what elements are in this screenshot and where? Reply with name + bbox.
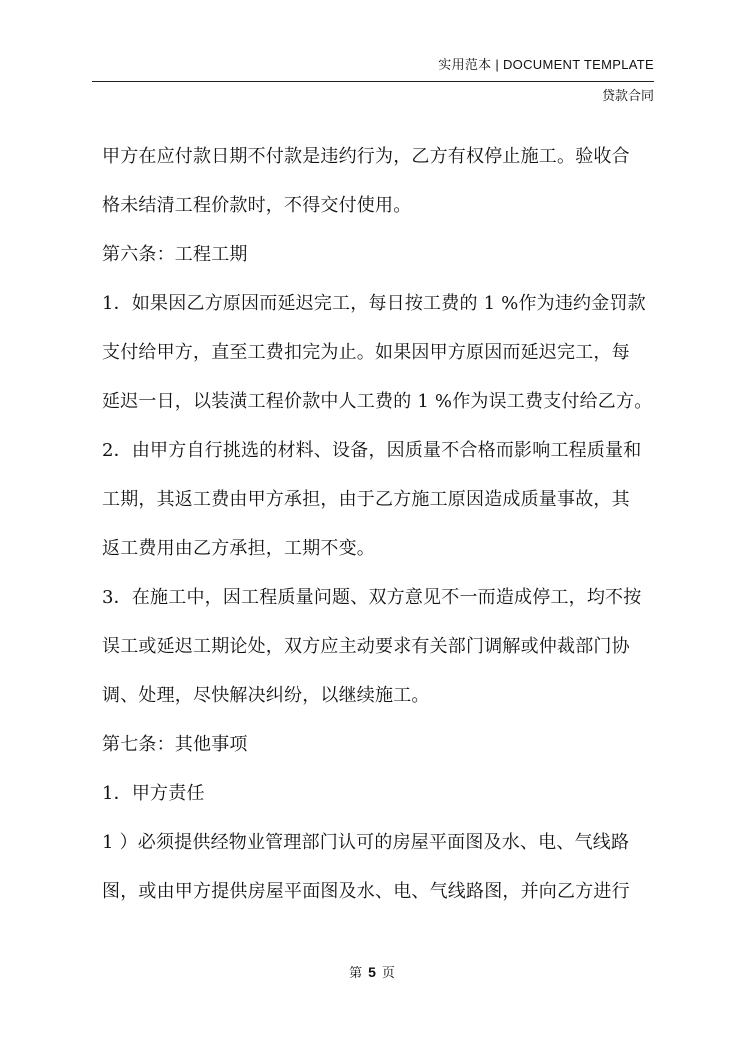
section-heading: 第六条：工程工期 <box>102 244 248 265</box>
header-subtitle: 贷款合同 <box>601 88 654 103</box>
body-line: 工期，其返工费由甲方承担，由于乙方施工原因造成质量事故，其 <box>102 489 630 510</box>
document-body <box>102 140 662 924</box>
body-line: 误工或延迟工期论处，双方应主动要求有关部门调解或仲裁部门协 <box>102 636 630 657</box>
body-line: 延迟一日，以装潢工程价款中人工费的 1 %作为误工费支付给乙方。 <box>102 391 653 412</box>
body-line: 调、处理，尽快解决纠纷，以继续施工。 <box>102 685 430 706</box>
footer-prefix: 第 <box>349 966 363 981</box>
body-line: 1．甲方责任 <box>102 783 205 804</box>
body-line: 甲方在应付款日期不付款是违约行为，乙方有权停止施工。验收合 <box>102 146 630 167</box>
page-footer <box>0 962 744 981</box>
footer-suffix: 页 <box>381 966 395 981</box>
page-header <box>92 44 654 110</box>
header-divider <box>92 81 654 82</box>
body-line: 1 ）必须提供经物业管理部门认可的房屋平面图及水、电、气线路 <box>102 832 630 853</box>
body-line: 格未结清工程价款时，不得交付使用。 <box>102 195 412 216</box>
page-number: 5 <box>368 964 376 980</box>
header-title: 实用范本 | DOCUMENT TEMPLATE <box>438 57 654 72</box>
body-line: 支付给甲方，直至工费扣完为止。如果因甲方原因而延迟完工，每 <box>102 342 630 363</box>
body-line: 1．如果因乙方原因而延迟完工，每日按工费的 1 %作为违约金罚款 <box>102 293 646 314</box>
body-line: 2．由甲方自行挑选的材料、设备，因质量不合格而影响工程质量和 <box>102 440 642 461</box>
section-heading: 第七条：其他事项 <box>102 734 248 755</box>
body-line: 3．在施工中，因工程质量问题、双方意见不一而造成停工，均不按 <box>102 587 642 608</box>
body-line: 图，或由甲方提供房屋平面图及水、电、气线路图，并向乙方进行 <box>102 881 630 902</box>
body-line: 返工费用由乙方承担，工期不变。 <box>102 538 375 559</box>
